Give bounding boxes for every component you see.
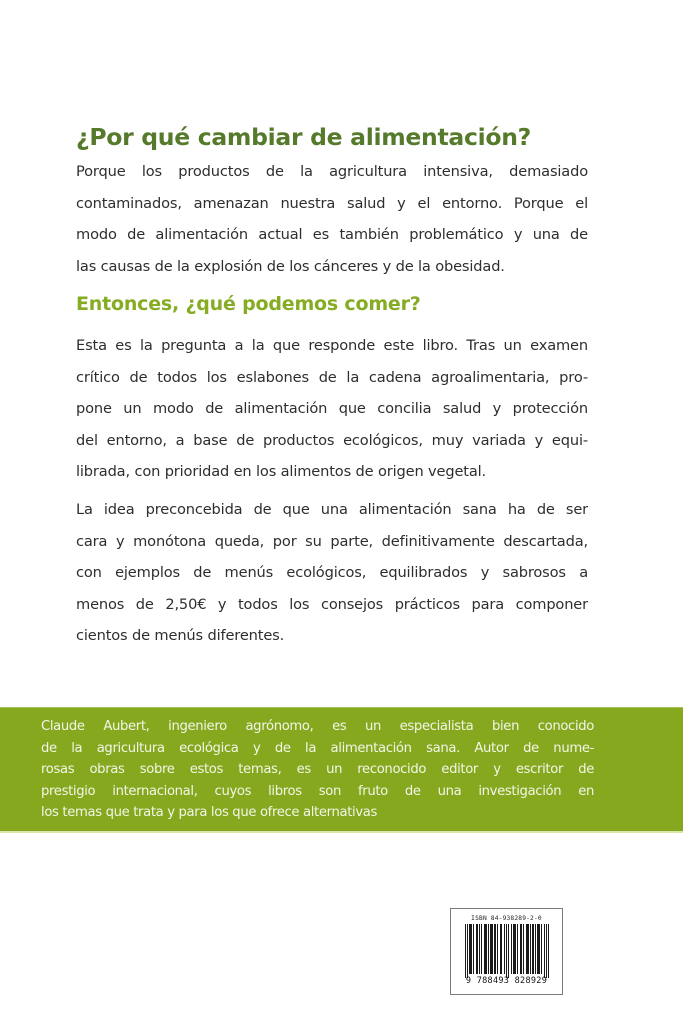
text-line: Esta es la pregunta a la que responde este libro. Tras un examen <box>76 337 588 354</box>
text-line: contaminados, amenazan nuestra salud y el entorno. Porque el <box>76 194 588 212</box>
barcode-digits: 9 788493 828929 <box>465 976 548 986</box>
text-line: Porque los productos de la agricultura intensiva, demasiado <box>76 163 588 180</box>
text-line: con ejemplos de menús ecológicos, equilibrados y sabrosos a <box>76 564 588 582</box>
text-line: los temas que trata y para los que ofrece alternativas <box>41 805 378 821</box>
text-line: librada, con prioridad en los alimentos de origen vegetal. <box>76 463 487 481</box>
text-line: prestigio internacional, cuyos libros son fruto de una investigación en <box>41 783 594 799</box>
author-bio <box>41 716 594 824</box>
text-line: cara y monótona queda, por su parte, definitivamente descartada, <box>76 532 588 550</box>
paragraph-why-change <box>76 156 588 282</box>
text-line: modo de alimentación actual es también problemático y una de <box>76 226 588 244</box>
text-line: Claude Aubert, ingeniero agrónomo, es un especialista bien conocido <box>41 719 594 734</box>
text-line: crítico de todos los eslabones de la cadena agroalimentaria, pro- <box>76 368 588 386</box>
heading-why-change-diet: ¿Por qué cambiar de alimentación? <box>76 123 531 151</box>
text-line: las causas de la explosión de los cánceres y de la obesidad. <box>76 257 505 275</box>
barcode-icon <box>465 924 549 978</box>
text-line: de la agricultura ecológica y de la alimentación sana. Autor de nume- <box>41 740 594 756</box>
heading-what-can-we-eat: Entonces, ¿qué podemos comer? <box>76 293 421 315</box>
text-line: cientos de menús diferentes. <box>76 627 285 645</box>
isbn-barcode <box>450 908 563 995</box>
text-line: La idea preconcebida de que una alimentación sana ha de ser <box>76 501 588 518</box>
text-line: rosas obras sobre estos temas, es un reconocido editor y escritor de <box>41 762 594 778</box>
text-line: pone un modo de alimentación que concilia salud y protección <box>76 400 588 418</box>
isbn-label: ISBN 84-938289-2-0 <box>471 915 542 922</box>
paragraph-book-answer <box>76 330 588 488</box>
text-line: del entorno, a base de productos ecológicos, muy variada y equi- <box>76 431 588 449</box>
text-line: menos de 2,50€ y todos los consejos prácticos para componer <box>76 595 588 613</box>
author-bio-band <box>0 707 683 833</box>
paragraph-menus <box>76 494 588 652</box>
